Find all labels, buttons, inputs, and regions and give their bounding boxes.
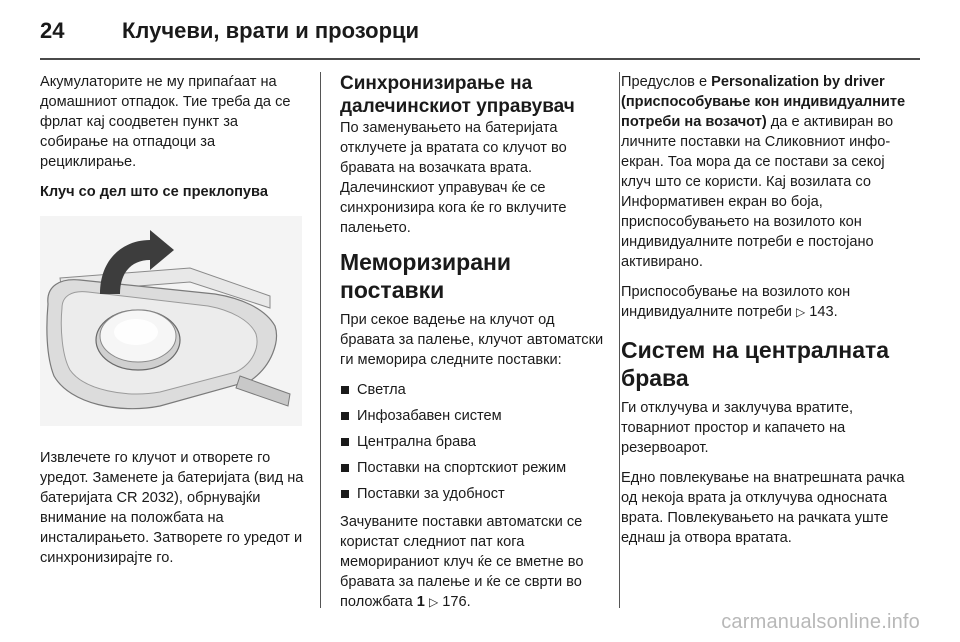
memorized-settings-intro: При секое вадење на клучот од бравата за палење, клучот автоматски ги меморира следните поставки: <box>340 312 604 368</box>
list-item: Централна брава <box>340 432 608 452</box>
column-1 <box>40 72 306 578</box>
page-number: 24 <box>40 18 65 43</box>
memorized-settings-outro <box>340 512 608 612</box>
remote-sync-paragraph: По заменувањето на батеријата отклучете ја вратата со клучот во бравата на возачката врата. Далечинскиот управувач ќе се синхронизира кога ќе го вклучите палењето. <box>340 120 567 236</box>
list-item: Поставки за удобност <box>340 484 608 504</box>
outro-text: Зачуваните поставки автоматски се користат следниот пат кога меморираниот клуч ќе се вметне во бравата за палење и ќе се сврти во положбата <box>340 514 584 610</box>
memorized-settings-list <box>340 380 608 504</box>
column-divider-1 <box>320 72 321 608</box>
prereq-text: да е активиран во личните поставки на Сликовниот инфо-екран. Тоа мора да се постави за секој клуч што се користи. Кај возилата со Информативен екран во боја, приспособувањето на возилото кон индивидуалните потреби е постојано активирано. <box>621 114 894 270</box>
column-2 <box>340 72 608 622</box>
battery-replacement-instructions: Извлечете го клучот и отворете го уредот. Заменете ја батеријата (вид на батеријата CR 2032), обрнувајќи внимание на положбата на инсталирањето. Затворете го уредот и синхронизирајте го. <box>40 450 304 566</box>
key-battery-illustration <box>40 216 302 426</box>
remote-sync-heading: Синхронизирање на далечинскиот управувач <box>340 73 575 117</box>
personalization-text: Приспособување на возилото кон индивидуалните потреби <box>621 284 851 320</box>
column-3 <box>621 72 911 558</box>
column-divider-2 <box>619 72 620 608</box>
prerequisite-paragraph <box>621 72 911 272</box>
battery-disposal-paragraph: Акумулаторите не му припаѓаат на домашниот отпадок. Тие треба да се фрлат кај соодветен пункт за собирање на отпадоци за рециклирање. <box>40 74 291 170</box>
page-header <box>40 16 920 52</box>
page-title: Клучеви, врати и прозорци <box>122 18 420 43</box>
central-locking-heading: Систем на централната брава <box>621 337 890 391</box>
memorized-settings-heading: Меморизирани поставки <box>340 249 512 303</box>
central-locking-paragraph: Ги отклучува и заклучува вратите, товарниот простор и капачето на резервоарот. <box>621 400 854 456</box>
personalization-paragraph <box>621 282 911 322</box>
folding-key-subheading: Клуч со дел што се преклопува <box>40 184 268 200</box>
personalization-setting-name: Personalization by driver (приспособување кон индивидуалните потреби на возачот) <box>621 74 906 130</box>
ignition-position: 1 <box>416 594 425 610</box>
list-item: Инфозабавен систем <box>340 406 608 426</box>
door-handle-paragraph: Едно повлекување на внатрешната рачка од некоја врата ја отклучува односната врата. Повлекувањето на рачката уште еднаш ја отвора вратата. <box>621 470 905 546</box>
list-item: Поставки на спортскиот режим <box>340 458 608 478</box>
page-reference[interactable]: 143. <box>809 304 838 320</box>
page-reference[interactable]: 176. <box>442 594 471 610</box>
header-rule <box>40 58 920 60</box>
prereq-lead: Предуслов е <box>621 74 712 90</box>
page-reference-icon: ▷ <box>428 595 439 609</box>
list-item: Светла <box>340 380 608 400</box>
watermark: carmanualsonline.info <box>721 611 920 633</box>
page-reference-icon: ▷ <box>795 305 806 319</box>
